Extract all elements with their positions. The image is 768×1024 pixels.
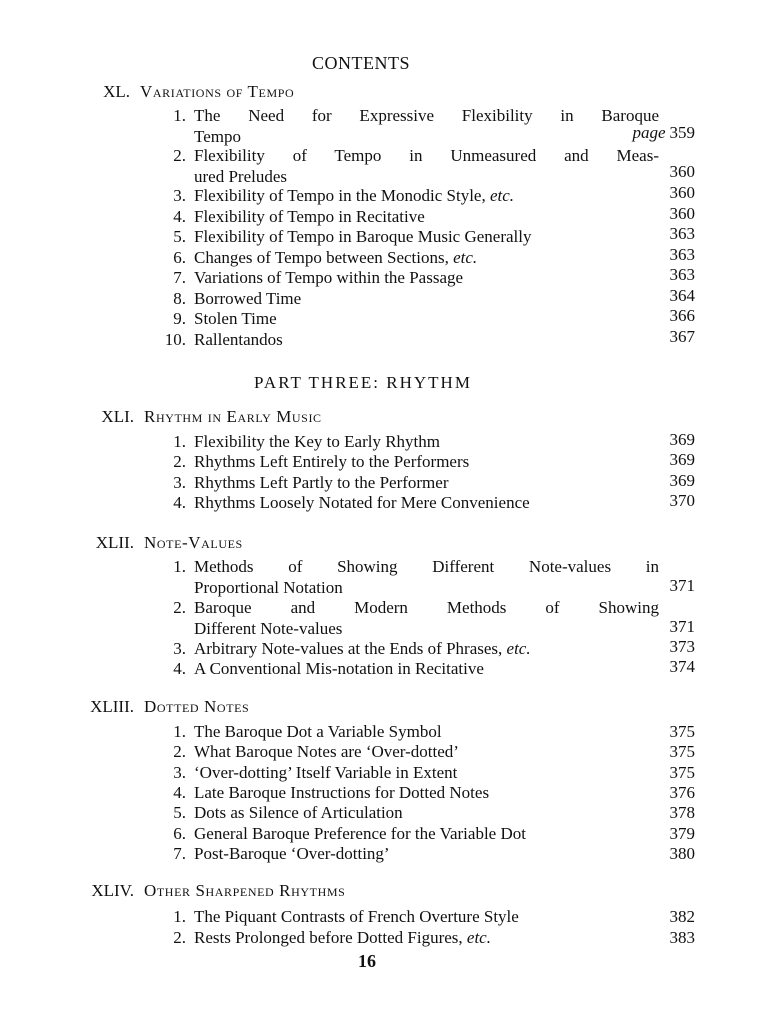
- page-number: 371: [669, 617, 695, 636]
- entry-number: 1.: [173, 432, 186, 451]
- entry-title: Variations of Tempo within the Passage: [194, 268, 464, 287]
- toc-entry: [150, 473, 695, 493]
- toc-entry: [150, 306, 695, 329]
- entry-number: 2.: [173, 146, 186, 165]
- entry-number: 1.: [173, 907, 186, 926]
- toc-entry: [150, 452, 695, 472]
- entry-number: 3.: [173, 473, 186, 492]
- entry-title-continued: Proportional Notation: [194, 577, 343, 597]
- chapter-number: XLI.: [101, 407, 134, 426]
- page-number: 369: [669, 450, 695, 469]
- entry-title: Methods of Showing Different Note-values in: [194, 557, 659, 576]
- page-number: 366: [669, 306, 695, 325]
- entry-title: Rhythms Loosely Notated for Mere Convenience: [194, 493, 530, 512]
- toc-entry: [150, 224, 695, 247]
- entry-title: Arbitrary Note-values at the Ends of Phrases,: [194, 639, 503, 658]
- chapter-heading: [60, 407, 322, 427]
- entry-number: 2.: [173, 742, 186, 761]
- etc-abbreviation: etc.: [453, 248, 478, 267]
- entry-title: The Need for Expressive Flexibility in Baroque: [194, 106, 659, 125]
- entry-title: Post-Baroque ‘Over-dotting’: [194, 844, 390, 863]
- page-number: 375: [669, 763, 695, 782]
- page-label: page: [632, 123, 666, 142]
- chapter-title: Rhythm in Early Music: [144, 407, 322, 426]
- toc-entry: [150, 659, 695, 679]
- chapter-title: Variations of Tempo: [140, 82, 295, 101]
- chapter-heading: [60, 533, 243, 553]
- page-number: 375: [669, 722, 695, 741]
- toc-entry: [150, 824, 695, 844]
- entry-title: Flexibility of Tempo in the Monodic Style,: [194, 186, 486, 205]
- page-number: 383: [669, 928, 695, 947]
- entry-title: ‘Over-dotting’ Itself Variable in Extent: [194, 763, 458, 782]
- entry-number: 4.: [173, 783, 186, 802]
- page-number: 378: [669, 803, 695, 822]
- toc-entry: [150, 106, 695, 147]
- page-number: 360: [669, 162, 695, 181]
- page-number: 370: [669, 491, 695, 510]
- entry-number: 2.: [173, 598, 186, 617]
- entry-number: 9.: [173, 309, 186, 328]
- entry-title: What Baroque Notes are ‘Over-dotted’: [194, 742, 459, 761]
- entry-number: 1.: [173, 557, 186, 576]
- toc-entry: [150, 803, 695, 823]
- entry-title: Stolen Time: [194, 309, 277, 328]
- entry-title-continued: Tempo: [194, 126, 241, 146]
- etc-abbreviation: etc.: [506, 639, 531, 658]
- entry-title: Changes of Tempo between Sections,: [194, 248, 449, 267]
- page-folio: 16: [358, 951, 376, 971]
- page-number: 375: [669, 742, 695, 761]
- page-number: 364: [669, 286, 695, 305]
- entry-title: Rests Prolonged before Dotted Figures,: [194, 928, 463, 947]
- entry-title: Rhythms Left Partly to the Performer: [194, 473, 449, 492]
- entry-title: Flexibility of Tempo in Recitative: [194, 207, 425, 226]
- page-number: 367: [669, 327, 695, 346]
- entry-title: Flexibility of Tempo in Baroque Music Generally: [194, 227, 532, 246]
- entry-title: The Piquant Contrasts of French Overture Style: [194, 907, 519, 926]
- page-number: 359: [669, 123, 695, 142]
- chapter-heading: [60, 697, 249, 717]
- toc-entry: [150, 742, 695, 762]
- entry-title: Flexibility of Tempo in Unmeasured and Meas-: [194, 146, 659, 165]
- running-head: CONTENTS: [312, 53, 410, 73]
- page-number: 371: [669, 576, 695, 595]
- toc-entry: [150, 907, 695, 927]
- page-number: 373: [669, 637, 695, 656]
- chapter-title: Note-Values: [144, 533, 243, 552]
- chapter-number: XL.: [103, 82, 130, 101]
- toc-entry: [150, 722, 695, 742]
- toc-entry: [150, 763, 695, 783]
- etc-abbreviation: etc.: [466, 928, 491, 947]
- page-number: 379: [669, 824, 695, 843]
- page-number: 363: [669, 224, 695, 243]
- entry-title-continued: ured Preludes: [194, 166, 288, 186]
- entry-number: 4.: [173, 207, 186, 226]
- part-title: PART THREE: RHYTHM: [254, 373, 472, 392]
- entry-title: Rhythms Left Entirely to the Performers: [194, 452, 470, 471]
- chapter-heading: [60, 881, 345, 901]
- toc-entry: [150, 928, 695, 948]
- toc-entry: [150, 557, 695, 598]
- entry-number: 1.: [173, 722, 186, 741]
- etc-abbreviation: etc.: [489, 186, 515, 205]
- toc-entry: [150, 844, 695, 864]
- chapter-title: Dotted Notes: [144, 697, 250, 716]
- page-number: 360: [669, 183, 695, 202]
- entry-title: Rallentandos: [194, 330, 283, 349]
- entry-number: 4.: [173, 493, 186, 512]
- toc-entry: [150, 639, 695, 659]
- toc-entry: [150, 245, 695, 268]
- page-number: 369: [669, 430, 695, 449]
- chapter-heading: [60, 82, 294, 102]
- page-number: 382: [669, 907, 695, 926]
- toc-entry: [150, 204, 695, 227]
- entry-title: Borrowed Time: [194, 289, 302, 308]
- entry-title-continued: Different Note-values: [194, 618, 343, 638]
- toc-entry: [150, 146, 695, 187]
- toc-entry: [150, 783, 695, 803]
- entry-number: 2.: [173, 928, 186, 947]
- entry-number: 7.: [173, 844, 186, 863]
- page-number: 376: [669, 783, 695, 802]
- chapter-number: XLIV.: [91, 881, 134, 900]
- entry-number: 6.: [173, 824, 186, 843]
- entry-number: 7.: [173, 268, 186, 287]
- page-number: 363: [669, 265, 695, 284]
- page-number: 369: [669, 471, 695, 490]
- entry-number: 5.: [173, 227, 186, 246]
- entry-number: 3.: [173, 639, 186, 658]
- entry-number: 5.: [173, 803, 186, 822]
- chapter-number: XLII.: [95, 533, 134, 552]
- toc-entry: [150, 432, 695, 452]
- toc-entry: [150, 598, 695, 639]
- page-number: 374: [669, 657, 695, 676]
- entry-number: 10.: [164, 330, 186, 349]
- entry-number: 6.: [173, 248, 186, 267]
- entry-title: Flexibility the Key to Early Rhythm: [194, 432, 441, 451]
- entry-number: 3.: [173, 186, 186, 205]
- toc-entry: [150, 327, 695, 350]
- page-number: 363: [669, 245, 695, 264]
- entry-number: 1.: [173, 106, 186, 125]
- chapter-number: XLIII.: [90, 697, 134, 716]
- entry-number: 2.: [173, 452, 186, 471]
- entry-title: Dots as Silence of Articulation: [194, 803, 403, 822]
- toc-entry: [150, 265, 695, 288]
- toc-entry: [150, 493, 695, 513]
- page-number: 360: [669, 204, 695, 223]
- chapter-title: Other Sharpened Rhythms: [144, 881, 346, 900]
- entry-title: General Baroque Preference for the Variable Dot: [194, 824, 526, 843]
- entry-title: The Baroque Dot a Variable Symbol: [194, 722, 442, 741]
- toc-entry: [150, 286, 695, 309]
- page-number: 380: [669, 844, 695, 863]
- entry-title: Baroque and Modern Methods of Showing: [194, 598, 659, 617]
- entry-number: 8.: [173, 289, 186, 308]
- entry-number: 3.: [173, 763, 186, 782]
- entry-number: 4.: [173, 659, 186, 678]
- toc-entry: [150, 183, 695, 206]
- entry-title: A Conventional Mis-notation in Recitative: [194, 659, 484, 678]
- entry-title: Late Baroque Instructions for Dotted Notes: [194, 783, 490, 802]
